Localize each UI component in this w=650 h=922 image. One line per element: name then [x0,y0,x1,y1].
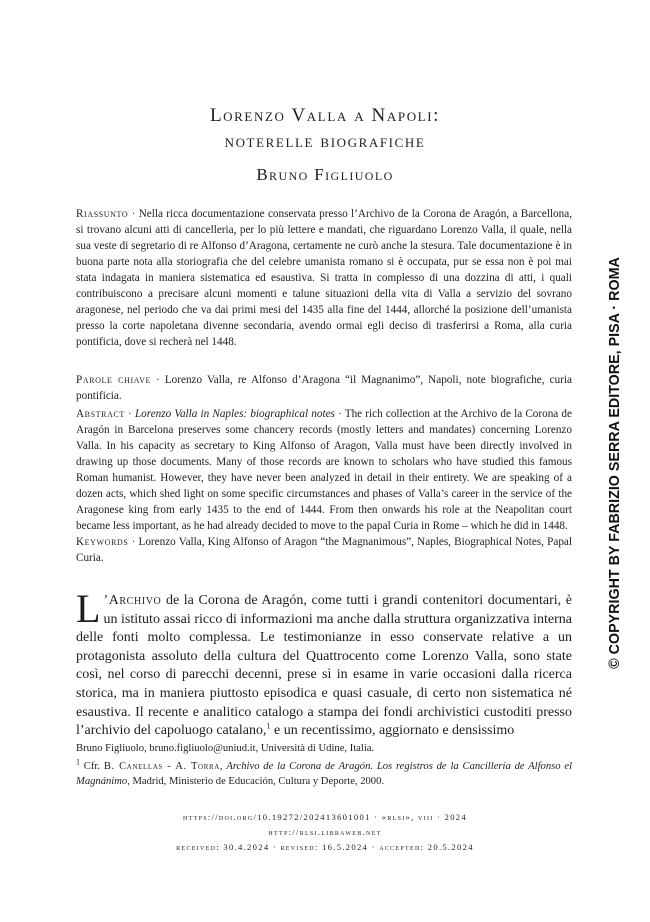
parole-chiave-text: Lorenzo Valla, re Alfonso d’Aragona “il Magnanimo”, Napoli, note biografiche, curia pontificia. [76,374,572,402]
author-name: Bruno Figliuolo [256,165,394,184]
body-text-part1: de la Corona de Aragón, come tutti i grandi contenitori documentari, è un istituto assai ricco di informazioni ma anche dalla struttura organizzativa interna delle fonti molto complessa. Le testimonianze in esso conservate relative a un protagonista assoluto della cultura del Quattrocento come Lorenzo Valla, sono state così, nel corso di parecchi decenni, prese sì in esame in varie occasioni dalla ricerca storica, ma in maniera piuttosto episodica e quasi casuale, di certo non sistematica né esaustiva. Il recente e analitico catalogo a stampa dei fondi archivistici custoditi presso l’archivio del capoluogo catalano, [76,593,572,739]
parole-chiave-label: Parole chiave [76,374,151,386]
footnote-title: Archivo de la Corona de Aragón. Los registros de la Cancillería de Alfonso el Magnánimo [76,761,573,787]
footnote-authors: B. Canellas - A. Torra [103,761,220,772]
abstract-block [76,406,572,534]
riassunto-block [76,206,572,350]
parole-chiave-separator: · [150,374,165,386]
keywords-text: Lorenzo Valla, King Alfonso of Aragon “the Magnanimous”, Naples, Biographical Notes, Papal Curia. [76,536,573,564]
abstract-separator-2: · [334,408,345,420]
body-lead-smallcaps: ’Archivo [103,593,162,608]
article-title-line2: noterelle biografiche [224,131,426,152]
footnote-prefix: Cfr. [80,761,104,772]
drop-cap: L [76,586,101,631]
affiliation-text: Bruno Figliuolo, bruno.figliuolo@uniud.it, Università di Udine, Italia. [76,743,375,754]
abstract-separator: · [124,408,135,420]
keywords-label: Keywords [76,536,129,548]
copyright-sidebar [603,254,627,672]
footnote-number: 1 [76,757,80,767]
riassunto-text: Nella ricca documentazione conservata presso l’Archivo de la Corona de Aragón, a Barcellona, si trovano alcuni atti di cancelleria, per lo più lettere e mandati, che riguardano Lorenzo Valla, il quale, nella sua veste di segretario di re Alfonso d’Aragona, certamente ne curò anche la stesura. Tale documentazione è in buona parte nota alla storiografia che del celebre umanista romano si è occupata, pur se essa non è poi mai stata indagata in maniera sistematica ed esaustiva. Si tratta in complesso di una dozzina di atti, i quali contribuiscono a precisare alcuni momenti e talune situazioni della vita di Valla a servizio del sovrano aragonese, nel periodo che va dai primi mesi del 1435 alla fine del 1444, allorché la posizione dell’umanista presso la corte napoletana divenne secondaria, avendo ormai egli deciso di trasferirsi a Roma, alla curia pontificia, dove si recherà nel 1448. [76,208,572,348]
body-paragraph [76,586,572,741]
riassunto-label: Riassunto [76,208,129,220]
author-affiliation [76,742,572,757]
abstract-title: Lorenzo Valla in Naples: biographical notes [134,408,335,420]
abstract-text: The rich collection at the Archivo de la Corona de Aragón in Barcelona preserves some chancery records (mostly letters and mandates) concerning Lorenzo Valla. In his capacity as secretary to King Alfonso of Aragon, Valla must have been directly involved in drawing up those documents. Many of those records are known to scholars who have studied this famous Roman humanist. However, they have never been analyzed in detail in their entirety. We are speaking of a dozen acts, which shed light on some specific circumstances and phases of Valla’s career in the service of the Aragonese king from early 1435 to the end of 1444. From then onwards his role at the Neapolitan court became less important, as he had already decided to move to the papal Curia in Rome – which he did in 1448. [76,408,572,532]
doi-line[interactable]: https://doi.org/10.19272/202413601001 · «rlsi», viii · 2024 [183,812,467,822]
parole-chiave-block [76,372,572,404]
footnote-1 [76,757,573,789]
dates-line: received: 30.4.2024 · revised: 16.5.2024 · accepted: 20.5.2024 [176,842,474,852]
footnote-comma: , [219,761,227,772]
footnote-rest: , Madrid, Ministerio de Educación, Cultura y Deporte, 2000. [127,775,385,787]
journal-url[interactable]: http://rlsi.libraweb.net [268,827,382,837]
riassunto-separator: · [128,208,139,220]
footnote-reference[interactable]: 1 [266,721,271,731]
body-text-part2: e un recentissimo, aggiornato e densissimo [270,723,515,739]
article-title-line1: Lorenzo Valla a Napoli: [209,105,441,126]
abstract-label: Abstract [76,408,125,420]
keywords-separator: · [128,536,139,548]
keywords-block [76,534,572,566]
copyright-notice: © COPYRIGHT BY FABRIZIO SERRA EDITORE, PISA · ROMA [607,257,623,669]
